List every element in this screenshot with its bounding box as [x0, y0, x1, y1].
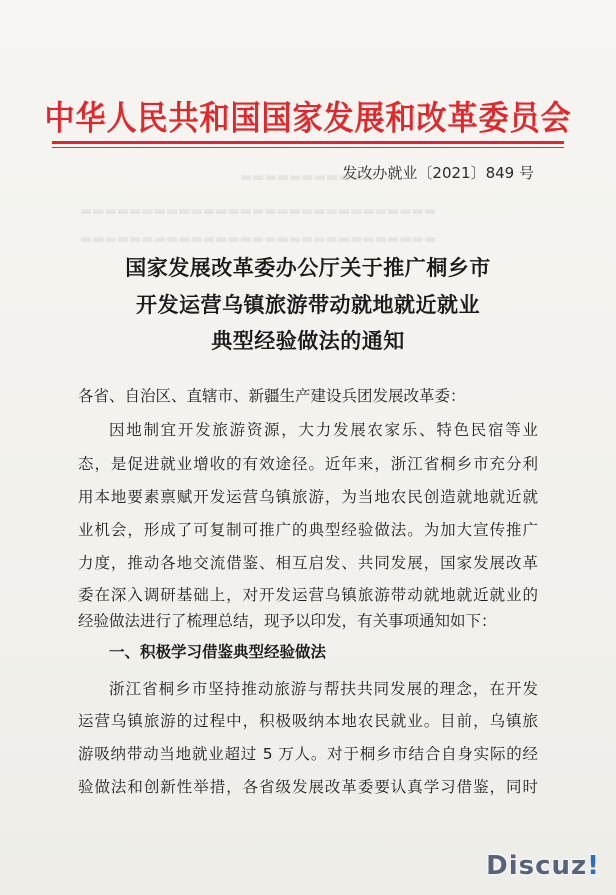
paragraph-line: 验做法和创新性举措，各省级发展改革委要认真学习借鉴，同时 — [78, 778, 538, 796]
salutation: 各省、自治区、直辖市、新疆生产建设兵团发展改革委： — [78, 387, 466, 405]
paragraph-line: 力度，推动各地交流借鉴、相互启发、共同发展，国家发展改革 — [78, 554, 538, 572]
document-title-line: 典型经验做法的通知 — [211, 328, 405, 353]
paragraph-line: 浙江省桐乡市坚持推动旅游与帮扶共同发展的理念，在开发 — [109, 680, 538, 698]
header-red-rule-thin — [52, 147, 564, 148]
document-title-line: 国家发展改革委办公厅关于推广桐乡市 — [125, 255, 491, 280]
paragraph-line: 态，是促进就业增收的有效途径。近年来，浙江省桐乡市充分利 — [78, 455, 538, 473]
paragraph-line: 游吸纳带动当地就业超过 5 万人。对于桐乡市结合自身实际的经 — [78, 745, 538, 763]
paragraph-line: 因地制宜开发旅游资源，大力发展农家乐、特色民宿等业 — [109, 421, 538, 439]
paragraph-line: 经验做法进行了梳理总结，现予以印发，有关事项通知如下： — [78, 612, 497, 630]
bleed-through-text: ▬▬▬▬▬▬▬▬▬▬▬ — [240, 170, 376, 185]
watermark-suffix: ! — [587, 851, 600, 881]
document-number: 发改办就业〔2021〕849 号 — [342, 164, 534, 182]
paragraph-line: 用本地要素禀赋开发运营乌镇旅游，为当地农民创造就地就近就 — [78, 488, 538, 506]
issuing-organization-title: 中华人民共和国国家发展和改革委员会 — [44, 99, 572, 139]
header-red-rule — [52, 141, 564, 144]
watermark-text: Discuz — [486, 851, 588, 881]
bleed-through-text: ▬▬▬▬▬▬▬▬▬▬▬▬▬▬▬▬▬▬▬▬▬▬▬▬▬▬▬▬▬ — [80, 232, 437, 247]
bleed-through-text: ▬▬▬▬▬▬▬▬▬▬▬▬▬▬▬▬▬▬▬▬▬▬▬▬▬▬▬▬▬ — [80, 204, 437, 219]
paragraph-line: 业机会，形成了可复制可推广的典型经验做法。为加大宣传推广 — [78, 521, 538, 539]
document-title-line: 开发运营乌镇旅游带动就地就近就业 — [136, 292, 480, 317]
paragraph-line: 委在深入调研基础上，对开发运营乌镇旅游带动就地就近就业的 — [78, 586, 538, 604]
section-heading: 一、积极学习借鉴典型经验做法 — [109, 643, 327, 661]
paragraph-line: 运营乌镇旅游的过程中，积极吸纳本地农民就业。目前，乌镇旅 — [78, 712, 538, 730]
forum-watermark — [486, 851, 600, 881]
